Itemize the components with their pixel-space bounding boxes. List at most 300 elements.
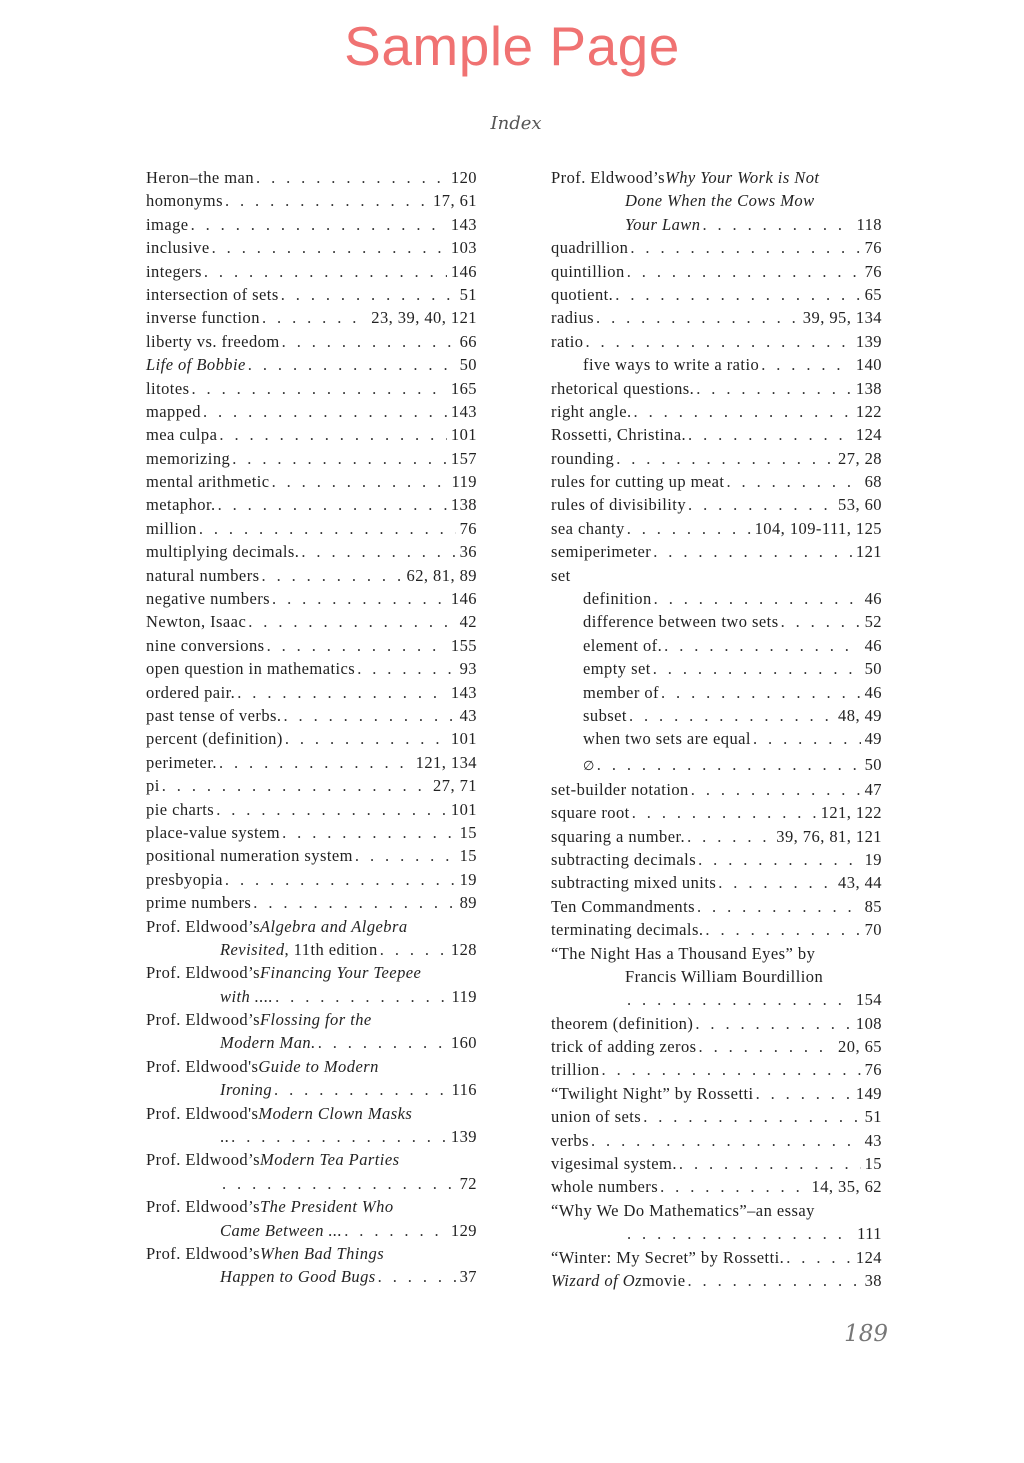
book-title: Modern Clown Masks: [258, 1103, 413, 1123]
index-entry: [551, 330, 882, 353]
leader-dots: [586, 330, 852, 353]
page-ref: 124: [855, 1247, 882, 1267]
leader-dots: [191, 213, 447, 236]
index-term: five ways to write a ratio: [583, 355, 760, 375]
page-ref: 50: [864, 754, 882, 774]
leader-dots: [753, 727, 861, 750]
leader-dots: [654, 587, 861, 610]
index-entry-continued: [146, 938, 477, 961]
index-term: set-builder notation: [551, 779, 689, 799]
index-entry: [146, 915, 477, 938]
index-term: million: [146, 518, 197, 538]
index-term: positional numeration system: [146, 846, 353, 866]
page-ref: 38: [864, 1270, 882, 1290]
index-entry: [551, 306, 882, 329]
page-ref: 70: [864, 920, 882, 940]
index-entry: [146, 423, 477, 446]
leader-dots: [687, 825, 772, 848]
index-entry: [551, 1012, 882, 1035]
leader-dots: [632, 801, 817, 824]
page-ref: 108: [855, 1013, 882, 1033]
page-ref: 140: [855, 355, 882, 375]
page-ref: 143: [450, 682, 477, 702]
page-ref: 46: [864, 682, 882, 702]
page-ref: 27, 28: [838, 448, 882, 468]
leader-dots: [191, 377, 446, 400]
index-entry: [146, 377, 477, 400]
index-term: “Twilight Night” by Rossetti: [551, 1083, 754, 1103]
index-term: rules for cutting up meat: [551, 472, 725, 492]
page-ref: 160: [450, 1033, 477, 1053]
index-term: terminating decimals.: [551, 920, 704, 940]
index-entry: [146, 961, 477, 984]
index-entry: [146, 493, 477, 516]
page-ref: 15: [459, 822, 477, 842]
index-entry: [551, 260, 882, 283]
leader-dots: [660, 1175, 807, 1198]
leader-dots: [702, 213, 852, 236]
index-entry: [146, 166, 477, 189]
index-term: Newton, Isaac: [146, 612, 247, 632]
page-ref: 43: [864, 1130, 882, 1150]
leader-dots: [212, 236, 447, 259]
index-entry: [551, 825, 882, 848]
page-ref: 62, 81, 89: [406, 565, 477, 585]
index-entry: [146, 236, 477, 259]
page-ref: 66: [459, 331, 477, 351]
page-ref: 14, 35, 62: [811, 1177, 882, 1197]
index-entry: [146, 610, 477, 633]
leader-dots: [262, 564, 403, 587]
page-ref: 157: [450, 448, 477, 468]
leader-dots: [253, 891, 455, 914]
page-ref: 138: [855, 378, 882, 398]
page-ref: 15: [459, 846, 477, 866]
index-term: member of: [583, 682, 659, 702]
index-subentry: [551, 657, 882, 680]
page-ref: 20, 65: [838, 1037, 882, 1057]
leader-dots: [615, 283, 860, 306]
page-ref: 68: [864, 472, 882, 492]
index-term: trillion: [551, 1060, 600, 1080]
index-term: Rossetti, Christina.: [551, 425, 687, 445]
book-title: When Bad Things: [260, 1243, 385, 1263]
page-ref: 48, 49: [838, 705, 882, 725]
leader-dots: [616, 447, 834, 470]
page-ref: 149: [855, 1083, 882, 1103]
leader-dots: [204, 260, 447, 283]
index-term: mental arithmetic: [146, 472, 270, 492]
index-subentry: [551, 353, 882, 376]
index-term: pi: [146, 776, 160, 796]
index-term: Prof. Eldwood’s: [551, 168, 665, 187]
page-ref: 146: [450, 589, 477, 609]
leader-dots: [756, 1082, 852, 1105]
leader-dots: [643, 1105, 860, 1128]
index-entry: [146, 1008, 477, 1031]
index-entry-continued: [551, 213, 882, 236]
index-subentry: [551, 681, 882, 704]
leader-dots: [688, 423, 852, 446]
index-term: theorem (definition): [551, 1013, 694, 1033]
leader-dots: [761, 353, 852, 376]
leader-dots: [627, 260, 861, 283]
index-heading: Index: [490, 113, 542, 134]
page-ref: 52: [864, 612, 882, 632]
book-title: Done When the Cows Mow: [625, 191, 815, 211]
index-term: inverse function: [146, 308, 260, 328]
leader-dots: [344, 1219, 447, 1242]
index-term: rounding: [551, 448, 615, 468]
index-entry-continued: [146, 1125, 477, 1148]
index-term: quadrillion: [551, 238, 629, 258]
empty-set-symbol: ∅: [583, 758, 595, 774]
index-entry: [551, 1175, 882, 1198]
index-entry: [146, 634, 477, 657]
index-term: definition: [583, 589, 652, 609]
index-entry: [551, 470, 882, 493]
leader-dots: [285, 727, 447, 750]
leader-dots: [627, 517, 751, 540]
index-term: memorizing: [146, 448, 231, 468]
index-term: open question in mathematics: [146, 659, 356, 679]
index-entry: [146, 564, 477, 587]
index-entry: [551, 400, 882, 423]
index-entry: [551, 895, 882, 918]
index-entry-continued: [551, 189, 882, 212]
page-ref: 23, 39, 40, 121: [371, 308, 477, 328]
page-ref: 65: [864, 284, 882, 304]
index-entry: [551, 1105, 882, 1128]
index-term: past tense of verbs.: [146, 705, 282, 725]
page-ref: 118: [856, 214, 882, 234]
page-ref: 93: [459, 659, 477, 679]
index-entry: [551, 1129, 882, 1152]
index-term: trick of adding zeros: [551, 1037, 697, 1057]
book-title: Guide to Modern: [258, 1056, 379, 1076]
index-entry-continued: [551, 965, 882, 988]
index-entry: [146, 1148, 477, 1171]
index-entry: [146, 868, 477, 891]
page-ref: 120: [450, 168, 477, 187]
index-entry: [551, 1058, 882, 1081]
index-term: pie charts: [146, 799, 215, 819]
leader-dots: [283, 704, 455, 727]
index-entry: [551, 801, 882, 824]
index-entry: [551, 1082, 882, 1105]
leader-dots: [282, 821, 456, 844]
leader-dots: [218, 493, 447, 516]
index-term: ordered pair.: [146, 682, 236, 702]
index-term: inclusive: [146, 238, 210, 258]
index-term: subtracting decimals: [551, 849, 697, 869]
leader-dots: [378, 1265, 456, 1288]
page-ref: 121, 134: [415, 752, 477, 772]
leader-dots: [267, 634, 447, 657]
index-term: percent (definition): [146, 729, 283, 749]
index-entry: [146, 213, 477, 236]
book-title: Revisited: [220, 939, 285, 959]
page-ref: 39, 76, 81, 121: [776, 826, 882, 846]
index-subentry: [551, 727, 882, 750]
page-ref: 27, 71: [433, 776, 477, 796]
index-entry: [146, 751, 477, 774]
index-term: homonyms: [146, 191, 223, 211]
book-title: Why Your Work is Not: [665, 168, 820, 187]
page-ref: 76: [864, 261, 882, 281]
index-term: litotes: [146, 378, 190, 398]
leader-dots: [203, 400, 447, 423]
page-ref: 101: [450, 729, 477, 749]
leader-dots: [282, 330, 456, 353]
page-ref: 143: [450, 214, 477, 234]
index-term: vigesimal system.: [551, 1154, 677, 1174]
index-entry: [146, 1195, 477, 1218]
index-term: semiperimeter: [551, 542, 652, 562]
index-entry: [146, 704, 477, 727]
index-entry-continued: [551, 988, 882, 1011]
leader-dots: [786, 1246, 852, 1269]
page-ref: 101: [450, 425, 477, 445]
index-term: “Why We Do Mathematics”–an essay: [551, 1200, 815, 1220]
leader-dots: [699, 1035, 835, 1058]
leader-dots: [281, 283, 456, 306]
index-term: “Winter: My Secret” by Rossetti.: [551, 1247, 785, 1267]
leader-dots: [697, 895, 861, 918]
leader-dots: [629, 704, 834, 727]
index-entry: [146, 727, 477, 750]
index-term: Prof. Eldwood's: [146, 1056, 259, 1076]
index-entry: [551, 564, 882, 587]
index-entry-continued: [146, 1265, 477, 1288]
index-entry: [551, 918, 882, 941]
index-entry-continued: [146, 1172, 477, 1195]
index-term: multiplying decimals.: [146, 542, 300, 562]
index-entry: [146, 283, 477, 306]
index-entry: [146, 587, 477, 610]
page-ref: 46: [864, 589, 882, 609]
leader-dots: [695, 1012, 852, 1035]
leader-dots: [222, 1172, 456, 1195]
page-ref: 46: [864, 635, 882, 655]
leader-dots: [380, 938, 447, 961]
leader-dots: [216, 798, 447, 821]
leader-dots: [275, 985, 447, 1008]
book-title: Modern Tea Parties: [260, 1150, 400, 1170]
index-entry: [551, 1246, 882, 1269]
index-term: Prof. Eldwood’s: [146, 916, 260, 936]
index-term: when two sets are equal: [583, 729, 751, 749]
index-term: radius: [551, 308, 595, 328]
leader-dots: [219, 751, 412, 774]
page-ref: 51: [864, 1107, 882, 1127]
leader-dots: [272, 470, 448, 493]
index-term: mapped: [146, 401, 201, 421]
index-entry: [146, 353, 477, 376]
leader-dots: [248, 353, 456, 376]
page-ref: 43: [459, 705, 477, 725]
page-ref: 17, 61: [433, 191, 477, 211]
index-entry: [146, 517, 477, 540]
index-entry: [551, 540, 882, 563]
book-title: Wizard of Oz: [551, 1270, 642, 1290]
index-term: nine conversions: [146, 635, 265, 655]
leader-dots: [231, 1125, 447, 1148]
leader-dots: [199, 517, 456, 540]
leader-dots: [262, 306, 367, 329]
index-entry: [551, 1035, 882, 1058]
leader-dots: [634, 400, 852, 423]
index-entry: [551, 423, 882, 446]
page-ref: 119: [451, 986, 477, 1006]
index-entry: [551, 942, 882, 965]
page-ref: 42: [459, 612, 477, 632]
index-term: Ten Commandments: [551, 896, 695, 916]
index-entry: [146, 1242, 477, 1265]
page-ref: 121, 122: [820, 803, 882, 823]
book-title: The President Who: [260, 1197, 394, 1217]
index-term: verbs: [551, 1130, 589, 1150]
page-ref: 37: [459, 1267, 477, 1287]
leader-dots: [630, 236, 860, 259]
index-entry: [146, 330, 477, 353]
leader-dots: [653, 657, 861, 680]
leader-dots: [679, 1152, 861, 1175]
leader-dots: [687, 1269, 860, 1292]
page-ref: 76: [459, 518, 477, 538]
index-term: right angle.: [551, 401, 632, 421]
book-title: Ironing: [220, 1080, 273, 1100]
leader-dots: [661, 681, 861, 704]
page-ref: 122: [855, 401, 882, 421]
page-ref: 111: [857, 1224, 882, 1244]
index-term: natural numbers: [146, 565, 260, 585]
index-entry: [551, 848, 882, 871]
page-ref: 121: [855, 542, 882, 562]
page-ref: 119: [451, 472, 477, 492]
index-term: ..: [220, 1127, 230, 1147]
index-term: metaphor.: [146, 495, 216, 515]
index-entry: [146, 844, 477, 867]
leader-dots: [225, 189, 429, 212]
page-ref: 124: [855, 425, 882, 445]
index-term: rules of divisibility: [551, 495, 687, 515]
index-entry: [146, 189, 477, 212]
page-ref: 116: [451, 1080, 477, 1100]
page-ref: 89: [459, 893, 477, 913]
index-term: sea chanty: [551, 518, 625, 538]
index-term: rhetorical questions.: [551, 378, 695, 398]
index-entry-continued: [146, 1078, 477, 1101]
index-entry: [146, 1055, 477, 1078]
index-term: Francis William Bourdillion: [625, 966, 824, 986]
leader-dots: [272, 587, 447, 610]
index-term: negative numbers: [146, 589, 271, 609]
index-subentry: [551, 751, 882, 778]
page-ref: 43, 44: [838, 873, 882, 893]
index-entry: [551, 283, 882, 306]
index-term: liberty vs. freedom: [146, 331, 280, 351]
index-subentry: [551, 610, 882, 633]
index-entry-continued: [551, 1222, 882, 1245]
sample-page-watermark: Sample Page: [344, 15, 680, 77]
index-entry: [551, 236, 882, 259]
leader-dots: [596, 306, 799, 329]
index-subentry: [551, 704, 882, 727]
leader-dots: [301, 540, 455, 563]
page-ref: 101: [450, 799, 477, 819]
index-entry: [551, 871, 882, 894]
page-ref: 143: [450, 401, 477, 421]
index-term: set: [551, 565, 571, 585]
index-entry: [146, 400, 477, 423]
index-entry: [146, 657, 477, 680]
leader-dots: [688, 493, 834, 516]
leader-dots: [162, 774, 429, 797]
leader-dots: [256, 166, 447, 189]
leader-dots: [232, 447, 447, 470]
page-ref: 19: [864, 849, 882, 869]
index-term: union of sets: [551, 1107, 642, 1127]
index-entry: [146, 447, 477, 470]
index-term: element of.: [583, 635, 663, 655]
page-ref: 50: [459, 355, 477, 375]
index-term: Prof. Eldwood's: [146, 1103, 259, 1123]
index-entry: [146, 540, 477, 563]
index-entry: [146, 774, 477, 797]
leader-dots: [781, 610, 861, 633]
page-ref: 36: [459, 542, 477, 562]
leader-dots: [248, 610, 455, 633]
leader-dots: [602, 1058, 861, 1081]
index-term: mea culpa: [146, 425, 218, 445]
index-term: empty set: [583, 659, 651, 679]
index-entry-continued: [146, 1219, 477, 1242]
book-title: Came Between ...: [220, 1220, 343, 1240]
index-term: image: [146, 214, 189, 234]
index-term: Prof. Eldwood’s: [146, 1243, 260, 1263]
page-ref: 103: [450, 238, 477, 258]
index-term: presbyopia: [146, 869, 223, 889]
index-term: subtracting mixed units: [551, 873, 717, 893]
page-ref: 19: [459, 869, 477, 889]
book-title: Flossing for the: [260, 1010, 372, 1030]
leader-dots: [225, 868, 456, 891]
leader-dots: [726, 470, 860, 493]
book-title: Your Lawn: [625, 214, 701, 234]
leader-dots: [357, 657, 455, 680]
page-ref: 165: [450, 378, 477, 398]
index-entry: [146, 681, 477, 704]
index-term: squaring a number.: [551, 826, 686, 846]
page-ref: 138: [450, 495, 477, 515]
index-term: Life of Bobbie: [146, 355, 246, 375]
page-ref: 15: [864, 1154, 882, 1174]
index-term: place-value system: [146, 822, 281, 842]
page-ref: 76: [864, 238, 882, 258]
index-term: intersection of sets: [146, 284, 279, 304]
leader-dots: [691, 778, 861, 801]
index-term: subset: [583, 705, 627, 725]
index-entry-continued: [146, 1031, 477, 1054]
index-term: ratio: [551, 331, 584, 351]
index-entry: [146, 470, 477, 493]
index-entry: [146, 260, 477, 283]
page-ref: 49: [864, 729, 882, 749]
book-title: Algebra and Algebra: [260, 916, 408, 936]
index-subentry: [551, 587, 882, 610]
leader-dots: [705, 918, 860, 941]
